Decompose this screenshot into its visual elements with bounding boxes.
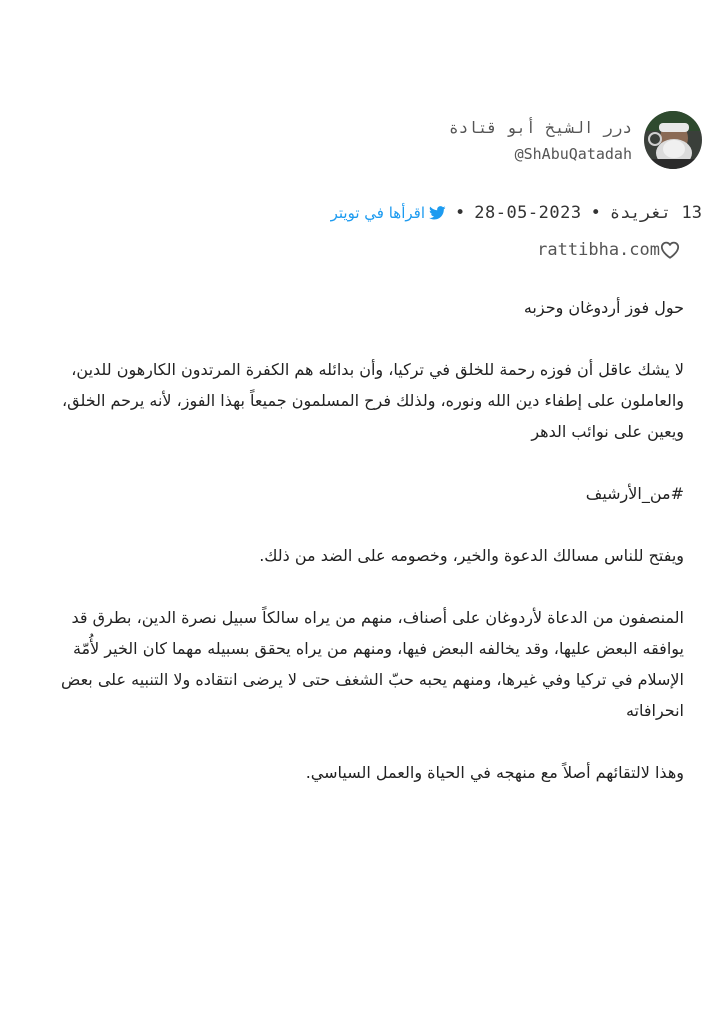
- author-avatar[interactable]: [644, 111, 702, 169]
- tweet-count-label: تغريدة: [609, 203, 672, 223]
- thread-paragraph: لا يشك عاقل أن فوزه رحمة للخلق في تركيا، وأن بدائله هم الكفرة المرتدون الكارهون للدين، والعاملون على إطفاء دين الله ونوره، ولذلك فرح المسلمون جميعاً بهذا الفوز، لأنه يرحم الخلق، ويعين على نوائب الدهر: [61, 360, 684, 441]
- tweet-count: 13: [681, 203, 702, 223]
- thread-content: [52, 292, 684, 819]
- thread-paragraph: المنصفون من الدعاة لأردوغان على أصناف، منهم من يراه سالكاً سبيل نصرة الدين، بطرق قد يوافقه البعض عليها، وقد يخالفه البعض فيها، ومنهم من يراه يحقق بسبيله مهما كان الخير لأُمّة الإسلام في تركيا وفي غيرها، ومنهم يحبه حبّ الشغف حتى لا يرضى انتقاده ولا التنبيه على بعض انحرافاته: [60, 608, 684, 720]
- read-on-twitter-label: اقرأها في تويتر: [330, 204, 425, 222]
- author-display-name[interactable]: درر الشيخ أبو قتادة: [448, 117, 632, 137]
- twitter-bird-icon: [429, 206, 446, 220]
- site-domain[interactable]: rattibha.com: [537, 240, 660, 260]
- separator-dot: •: [454, 203, 466, 223]
- author-names: [449, 118, 632, 163]
- thread-paragraph: وهذا لالتقائهم أصلاً مع منهجه في الحياة والعمل السياسي.: [305, 763, 684, 782]
- site-row: [537, 240, 690, 260]
- avatar-photo-icon: [644, 111, 702, 169]
- thread-paragraph: ويفتح للناس مسالك الدعوة والخير، وخصومه على الضد من ذلك.: [259, 546, 684, 565]
- thread-paragraph-title: حول فوز أردوغان وحزبه: [523, 298, 684, 317]
- hashtag-archive[interactable]: #من_الأرشيف: [585, 484, 684, 503]
- separator-dot: •: [590, 203, 601, 223]
- tweet-date: 28-05-2023: [474, 203, 582, 223]
- heart-icon[interactable]: [660, 241, 680, 259]
- tweet-meta-line: [331, 203, 702, 223]
- read-on-twitter-link[interactable]: [331, 204, 446, 222]
- author-handle[interactable]: @ShAbuQatadah: [514, 144, 632, 163]
- tweet-author-header: [449, 111, 702, 169]
